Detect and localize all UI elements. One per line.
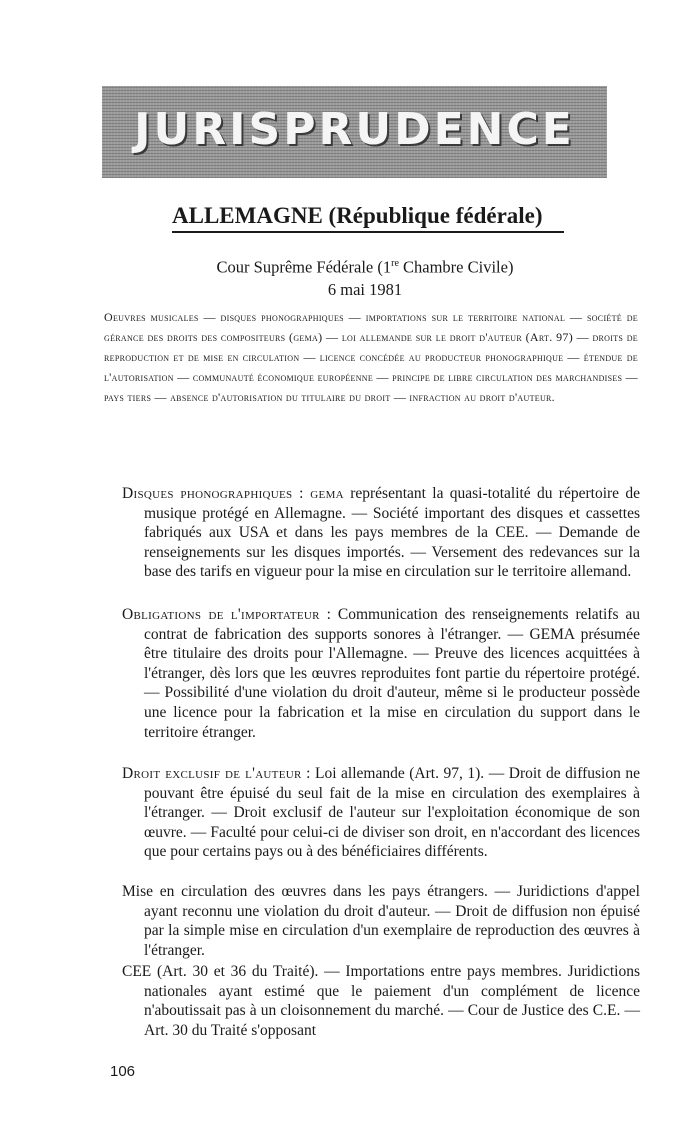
section-title: JURISPRUDENCE xyxy=(134,104,575,155)
summary-paragraph: Mise en circulation des œuvres dans les pays étrangers. — Juridictions d'appel ayant reconnu une violation du droit d'auteur. — Droit de diffusion non épuisé par la simple mise en circulation d'un exemplaire de reproduction des œuvres à l'étranger. xyxy=(122,883,640,959)
court-block xyxy=(130,253,600,301)
country-heading: ALLEMAGNE (République fédérale) xyxy=(172,203,564,233)
court-name: Cour Suprême Fédérale (1re Chambre Civile) xyxy=(216,257,514,277)
decision-date: 6 mai 1981 xyxy=(327,279,403,299)
summary-paragraph: Disques phonographiques : gema représentant la quasi-totalité du répertoire de musique protégé en Allemagne. — Société important des disques et cassettes fabriqués aux USA et dans les pays membres de la CEE. — Demande de renseignements sur les disques importés. — Versement des redevances sur la base des tarifs en vigueur pour la mise en circulation sur le territoire allemand. xyxy=(122,485,640,581)
summary-paragraph: Droit exclusif de l'auteur : Loi allemande (Art. 97, 1). — Droit de diffusion ne pouvant être épuisé du seul fait de la mise en circulation des exemplaires à l'étranger. — Droit exclusif de l'auteur sur l'exploitation économique de son œuvre. — Faculté pour celui-ci de diviser son droit, en n'accordant des licences que pour certains pays ou à des bénéficiaires différents. xyxy=(122,765,641,861)
summary-paragraph: CEE (Art. 30 et 36 du Traité). — Importations entre pays membres. Juridictions nationales ayant estimé que le paiement d'un complément de licence n'aboutissait pas à un cloisonnement du marché. — Cour de Justice des C.E. — Art. 30 du Traité s'opposant xyxy=(122,963,640,1039)
keywords-summary: Oeuvres musicales — disques phonographiques — importations sur le territoire national — société de gérance des droits des compositeurs (gema) — loi allemande sur le droit d'auteur (Art. 97) — droits de reproduction et de mise en circulation — licence concédée au producteur phonographique — étendue de l'autorisation — communauté économique européenne — principe de libre circulation des marchandises — pays tiers — absence d'autorisation du titulaire du droit — infraction au droit d'auteur. xyxy=(104,310,638,404)
page-number: 106 xyxy=(110,1063,136,1080)
summary-paragraph: Obligations de l'importateur : Communication des renseignements relatifs au contrat de fabrication des supports sonores à l'étranger. — GEMA présumée être titulaire des droits pour l'Allemagne. — Preuve des licences acquittées à l'étranger, dès lors que les œuvres reproduites font partie du répertoire protégé. — Possibilité d'une violation du droit d'auteur, même si le producteur possède une licence pour la fabrication et la mise en circulation du support dans le territoire étranger. xyxy=(122,606,640,741)
section-banner xyxy=(102,86,607,178)
